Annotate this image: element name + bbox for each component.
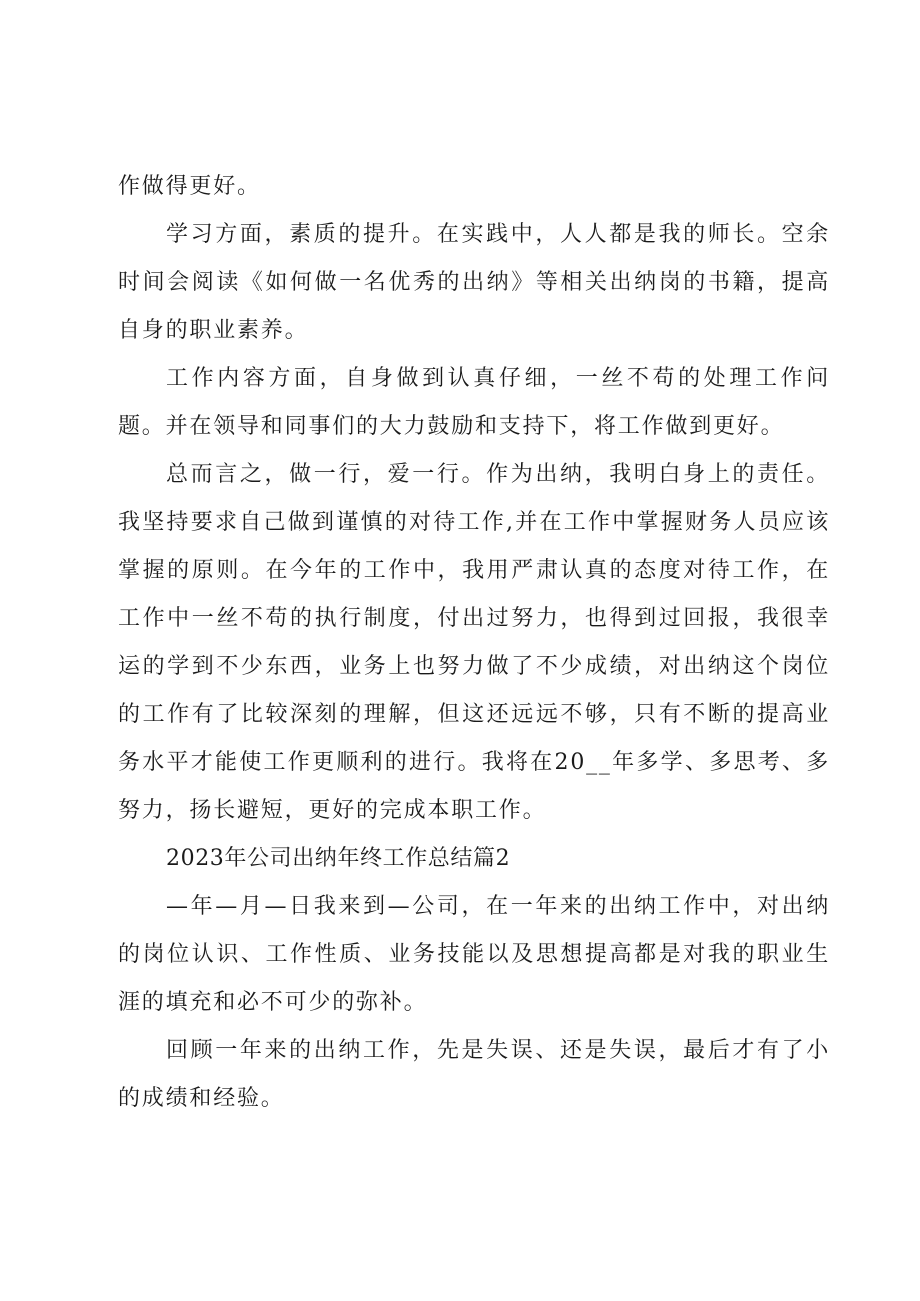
paragraph-work-content: 工作内容方面，自身做到认真仔细，一丝不苟的处理工作问题。并在领导和同事们的大力鼓励和支持下，将工作做到更好。 <box>118 366 830 439</box>
paragraph-continuation: 作做得更好。 <box>118 174 261 199</box>
paragraph-summary: 总而言之，做一行，爱一行。作为出纳，我明白身上的责任。我坚持要求自己做到谨慎的对待工作,并在工作中掌握财务人员应该掌握的原则。在今年的工作中，我用严肃认真的态度对待工作，在工作中一丝不苟的执行制度，付出过努力，也得到过回报，我很幸运的学到不少东西，业务上也努力做了不少成绩，对出纳这个岗位的工作有了比较深刻的理解，但这还远远不够，只有不断的提高业务水平才能使工作更顺利的进行。我将在20__年多学、多思考、多努力，扬长避短，更好的完成本职工作。 <box>118 462 830 823</box>
document-body <box>118 163 830 1123</box>
section-heading: 2023年公司出纳年终工作总结篇2 <box>166 846 511 871</box>
paragraph-arrival: —年—月—日我来到—公司，在一年来的出纳工作中，对出纳的岗位认识、工作性质、业务技能以及思想提高都是对我的职业生涯的填充和必不可少的弥补。 <box>118 894 830 1015</box>
paragraph-study: 学习方面，素质的提升。在实践中，人人都是我的师长。空余时间会阅读《如何做一名优秀的出纳》等相关出纳岗的书籍，提高自身的职业素养。 <box>118 222 830 343</box>
paragraph-review: 回顾一年来的出纳工作，先是失误、还是失误，最后才有了小的成绩和经验。 <box>118 1038 830 1111</box>
